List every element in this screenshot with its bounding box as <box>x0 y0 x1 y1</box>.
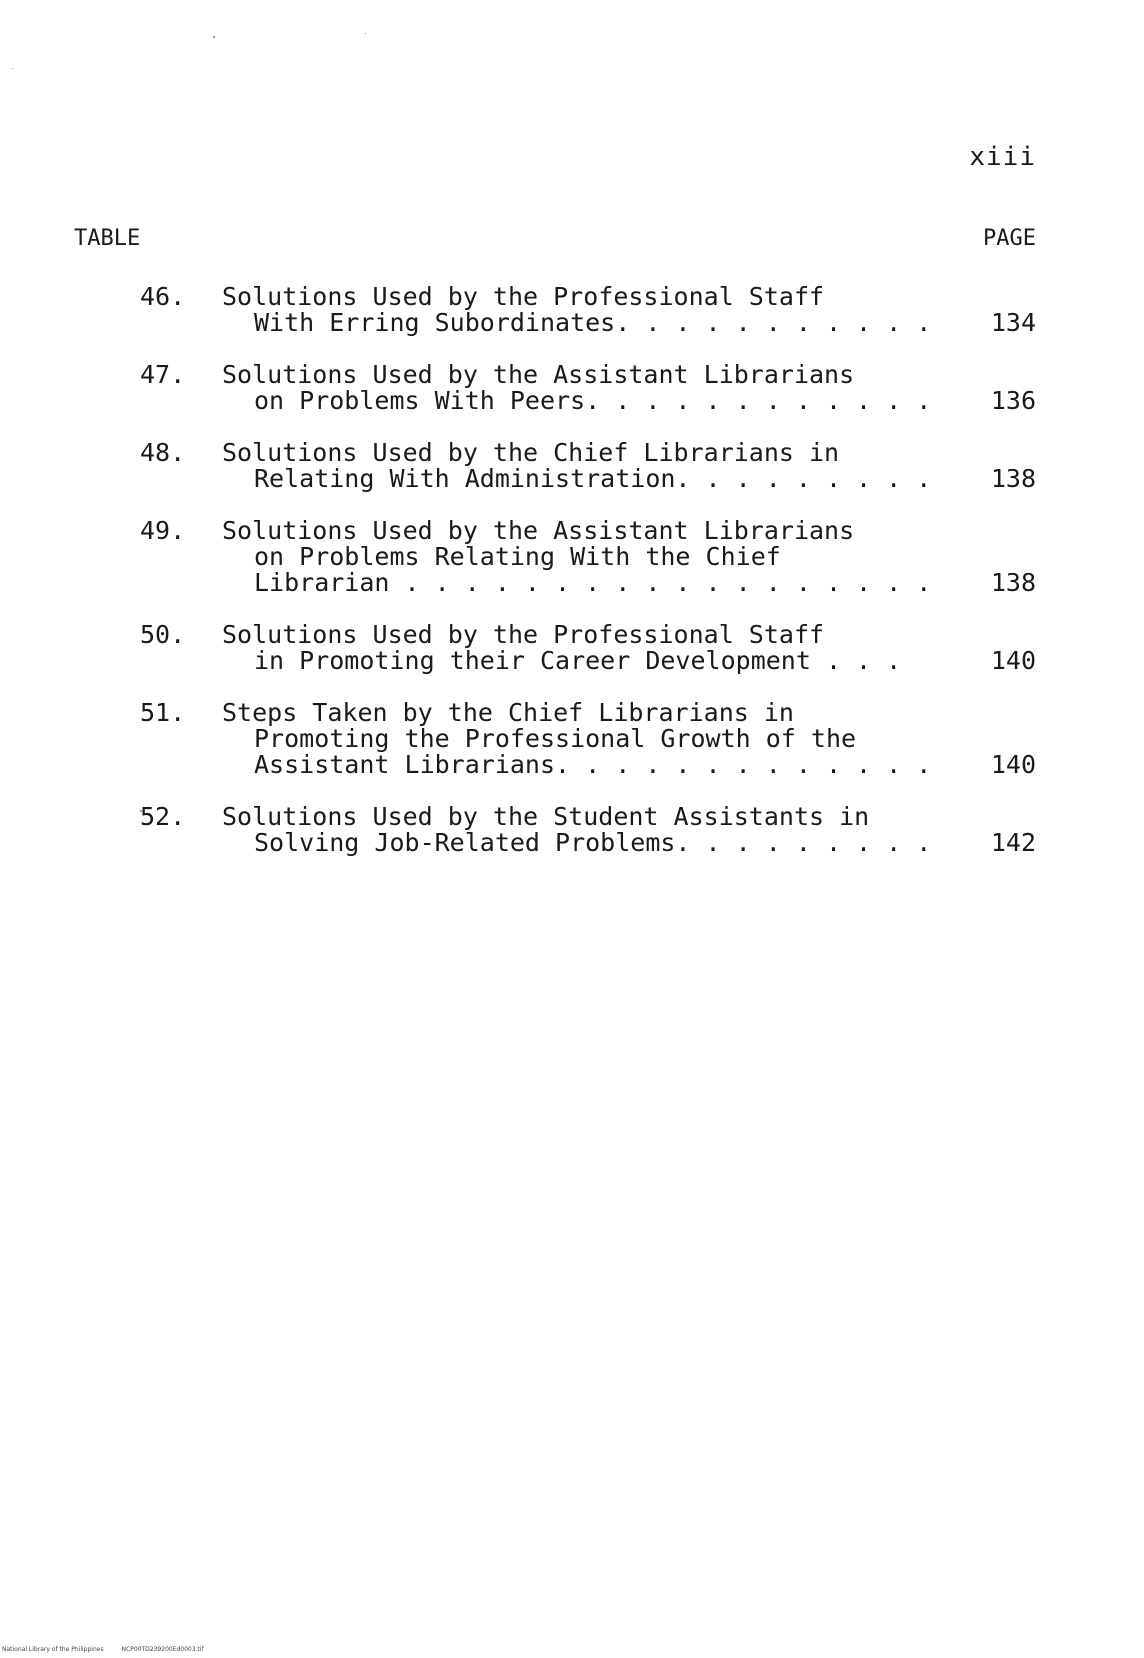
entry-title-line: Solving Job-Related Problems. . . . . . . . . <box>254 828 932 857</box>
scan-speck <box>12 68 13 69</box>
entry-title-line: With Erring Subordinates. . . . . . . . . . . <box>254 308 932 337</box>
entry-number: 50. <box>140 620 186 649</box>
toc-entry <box>0 804 1144 856</box>
footer-file-id: NCP00TD239200Ed0003.tif <box>121 1646 204 1653</box>
entry-title-line: Solutions Used by the Assistant Librarians <box>222 516 855 545</box>
entry-title-line: Steps Taken by the Chief Librarians in <box>222 698 794 727</box>
page-number: xiii <box>969 142 1036 172</box>
entry-number: 49. <box>140 516 186 545</box>
entry-title-line: Relating With Administration. . . . . . . . . <box>254 464 932 493</box>
entry-title <box>222 284 962 336</box>
entry-page: 134 <box>990 308 1036 337</box>
entry-title <box>222 440 962 492</box>
entry-page: 140 <box>990 750 1036 779</box>
toc-entry <box>0 440 1144 492</box>
scan-footer <box>2 1646 222 1653</box>
entry-title-line: Solutions Used by the Professional Staff <box>222 282 825 311</box>
scan-speck <box>213 36 215 38</box>
entry-page: 140 <box>990 646 1036 675</box>
toc-entry <box>0 284 1144 336</box>
entry-number: 51. <box>140 698 186 727</box>
entry-title <box>222 518 962 596</box>
entry-title <box>222 700 962 778</box>
entry-title <box>222 622 962 674</box>
toc-entry <box>0 362 1144 414</box>
entry-title-line: Solutions Used by the Assistant Librarians <box>222 360 855 389</box>
table-column-header: TABLE <box>74 226 141 251</box>
toc-entry <box>0 622 1144 674</box>
entry-page: 142 <box>990 828 1036 857</box>
scan-speck <box>365 33 366 34</box>
entry-page: 138 <box>990 568 1036 597</box>
entry-title <box>222 804 962 856</box>
entry-page: 138 <box>990 464 1036 493</box>
footer-source: National Library of the Philippines <box>2 1646 104 1653</box>
entry-title-line: on Problems With Peers. . . . . . . . . . . . <box>254 386 932 415</box>
entry-title-line: Solutions Used by the Professional Staff <box>222 620 825 649</box>
entry-title-line: on Problems Relating With the Chief <box>254 542 781 571</box>
entry-title-line: in Promoting their Career Development . . . <box>254 646 902 675</box>
page-column-header: PAGE <box>983 226 1036 251</box>
entry-title-line: Solutions Used by the Student Assistants in <box>222 802 870 831</box>
entry-number: 48. <box>140 438 186 467</box>
entry-title-line: Promoting the Professional Growth of the <box>254 724 857 753</box>
entry-title-line: Solutions Used by the Chief Librarians in <box>222 438 840 467</box>
entry-title-line: Assistant Librarians. . . . . . . . . . . . . <box>254 750 932 779</box>
entry-number: 52. <box>140 802 186 831</box>
toc-entry <box>0 700 1144 778</box>
entry-title <box>222 362 962 414</box>
entry-page: 136 <box>990 386 1036 415</box>
list-of-tables <box>0 284 1144 882</box>
toc-entry <box>0 518 1144 596</box>
entry-title-line: Librarian . . . . . . . . . . . . . . . . . . <box>254 568 932 597</box>
entry-number: 46. <box>140 282 186 311</box>
entry-number: 47. <box>140 360 186 389</box>
